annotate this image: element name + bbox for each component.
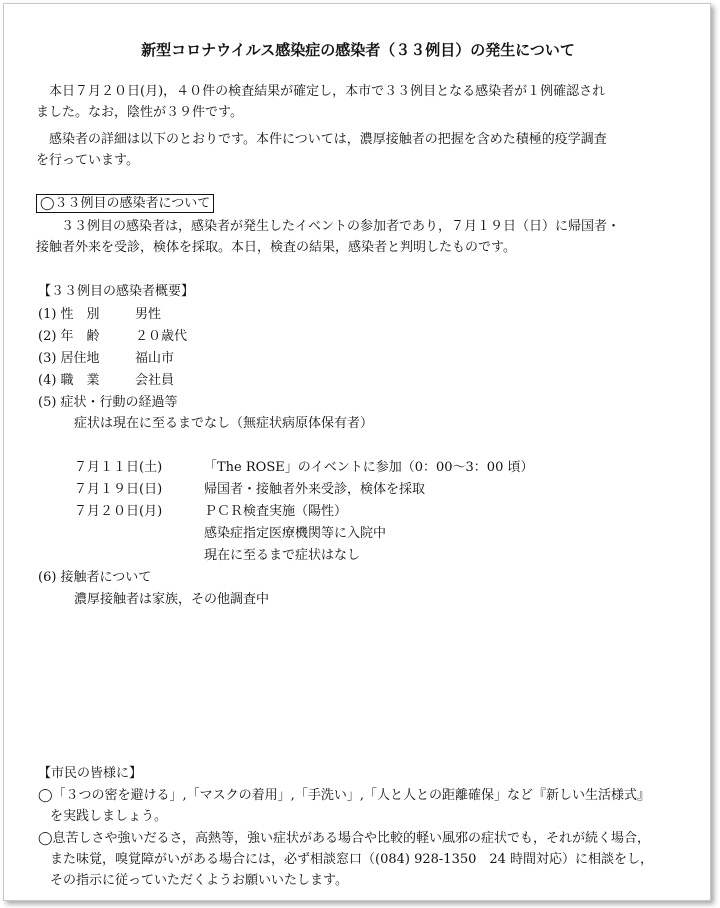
summary-age-label: (2) 年 齢 <box>38 329 100 344</box>
document-page <box>3 3 711 901</box>
timeline-date-3: ７月２０日(月) <box>74 504 163 519</box>
citizens-heading: 【市民の皆様に】 <box>38 766 143 781</box>
summary-residence-value: 福山市 <box>135 351 175 366</box>
summary-progress-label: (5) 症状・行動の経過等 <box>38 395 178 410</box>
summary-sex-label: (1) 性 別 <box>38 307 100 322</box>
citizens-line-1: ◯「３つの密を避ける」,「マスクの着用」,「手洗い」,「人と人との距離確保」など『新しい生活様式』 <box>38 788 650 803</box>
document-title: 新型コロナウイルス感染症の感染者（３３例目）の発生について <box>141 41 575 59</box>
timeline-event-3: ＰＣＲ検査実施（陽性） <box>204 504 348 519</box>
intro-line-3: 感染者の詳細は以下のとおりです。本件については，濃厚接触者の把握を含めた積極的疫学調査 <box>49 132 607 147</box>
timeline-event-1: 「The ROSE」のイベントに参加（0：00～3：00 頃） <box>204 460 534 475</box>
citizens-line-5: その指示に従っていただくようお願いいたします。 <box>50 873 348 888</box>
section-body-line-1: ３３例目の感染者は，感染者が発生したイベントの参加者であり，７月１９日（日）に帰国者・ <box>61 219 621 234</box>
timeline-extra-1: 感染症指定医療機関等に入院中 <box>204 526 387 541</box>
summary-occupation-label: (4) 職 業 <box>38 373 100 388</box>
citizens-line-4: また味覚，嗅覚障がいがある場合には，必ず相談窓口（(084) 928-1350 24 時間対応）に相談をし， <box>50 852 654 867</box>
summary-heading: 【３３例目の感染者概要】 <box>38 284 195 299</box>
summary-contacts-value: 濃厚接触者は家族，その他調査中 <box>74 592 270 607</box>
citizens-line-3: ◯息苦しさや強いだるさ，高熱等，強い症状がある場合や比較的軽い風邪の症状でも，それが続く場合， <box>38 831 651 846</box>
citizens-line-2: を実践しましょう。 <box>50 809 168 824</box>
intro-line-1: 本日７月２０日(月)，４０件の検査結果が確定し，本市で３３例目となる感染者が１例確認され <box>49 84 606 99</box>
summary-age-value: ２０歳代 <box>135 329 188 344</box>
intro-line-4: を行っています。 <box>36 153 139 168</box>
summary-occupation-value: 会社員 <box>135 373 175 388</box>
summary-progress-note: 症状は現在に至るまでなし（無症状病原体保有者） <box>74 416 374 431</box>
section-heading: ◯３３例目の感染者について <box>36 194 214 213</box>
summary-residence-label: (3) 居住地 <box>38 351 100 366</box>
intro-line-2: ました。なお，陰性が３９件です。 <box>36 105 243 120</box>
timeline-event-2: 帰国者・接触者外来受診，検体を採取 <box>204 482 426 497</box>
summary-contacts-label: (6) 接触者について <box>38 570 152 585</box>
summary-sex-value: 男性 <box>135 307 162 322</box>
timeline-extra-2: 現在に至るまで症状はなし <box>204 548 361 563</box>
timeline-date-1: ７月１１日(土) <box>74 460 163 475</box>
timeline-date-2: ７月１９日(日) <box>74 482 163 497</box>
section-body-line-2: 接触者外来を受診，検体を採取。本日，検査の結果，感染者と判明したものです。 <box>36 240 516 255</box>
